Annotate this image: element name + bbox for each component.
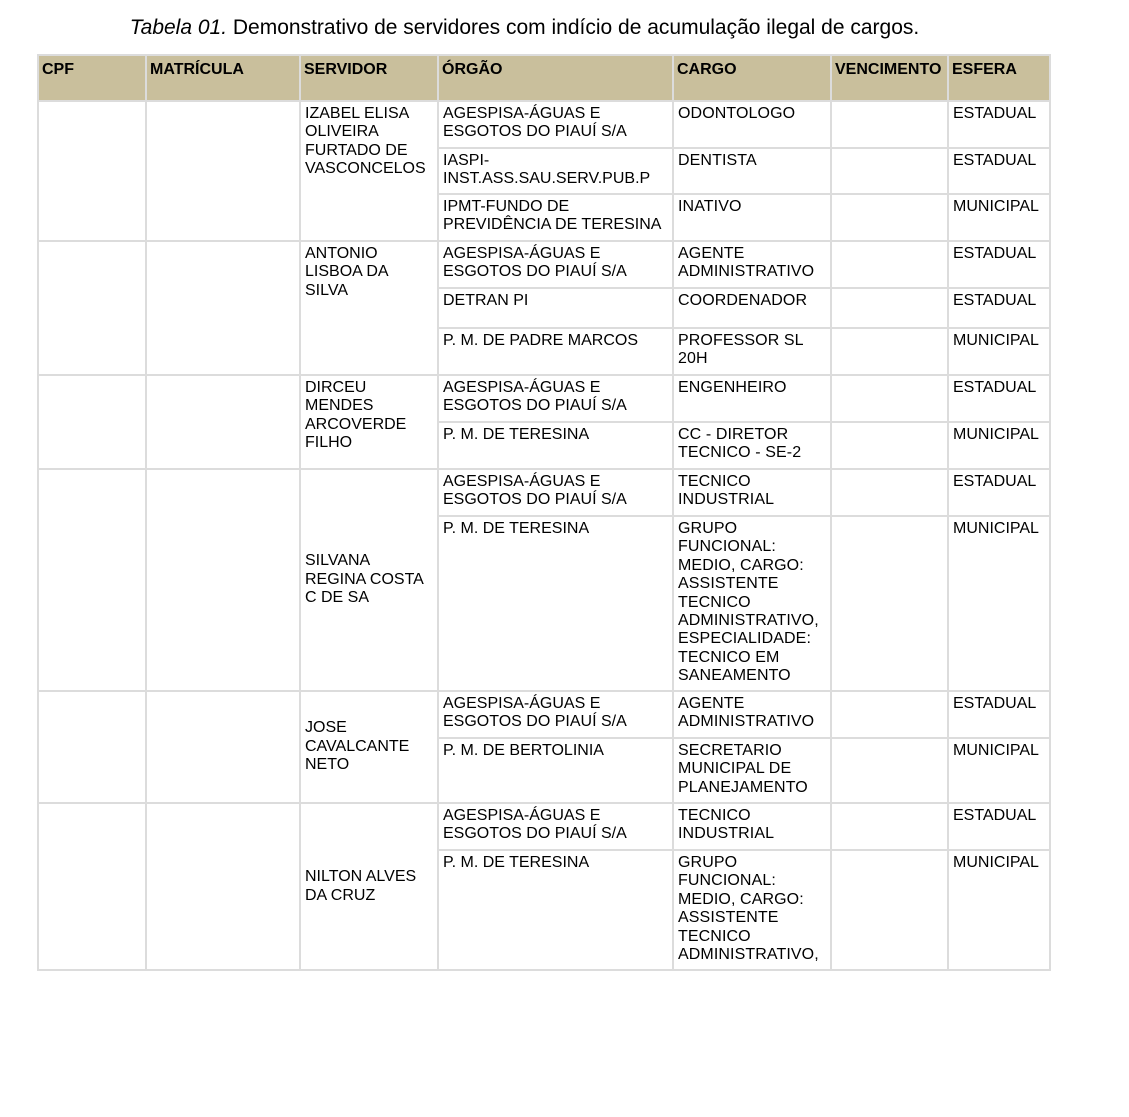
cargo-cell: GRUPO FUNCIONAL: MEDIO, CARGO: ASSISTENTE TECNICO ADMINISTRATIVO, xyxy=(673,850,831,970)
table-caption xyxy=(0,14,1049,42)
cargo-cell: DENTISTA xyxy=(673,148,831,194)
esfera-cell: ESTADUAL xyxy=(948,375,1050,422)
table-caption-label: Tabela 01. xyxy=(129,16,228,39)
orgao-cell: AGESPISA-ÁGUAS E ESGOTOS DO PIAUÍ S/A xyxy=(438,101,673,148)
cargo-cell: TECNICO INDUSTRIAL xyxy=(673,469,831,516)
cargo-cell: AGENTE ADMINISTRATIVO xyxy=(673,691,831,738)
cpf-cell xyxy=(38,241,146,375)
header-esfera: ESFERA xyxy=(948,55,1050,101)
orgao-cell: P. M. DE PADRE MARCOS xyxy=(438,328,673,375)
vencimento-cell xyxy=(831,803,948,850)
header-orgao: ÓRGÃO xyxy=(438,55,673,101)
vencimento-cell xyxy=(831,375,948,422)
esfera-cell: ESTADUAL xyxy=(948,101,1050,148)
vencimento-cell xyxy=(831,850,948,970)
table-row xyxy=(38,691,1050,738)
cargo-cell: CC - DIRETOR TECNICO - SE-2 xyxy=(673,422,831,469)
orgao-cell: IASPI-INST.ASS.SAU.SERV.PUB.P xyxy=(438,148,673,194)
esfera-cell: MUNICIPAL xyxy=(948,516,1050,691)
orgao-cell: IPMT-FUNDO DE PREVIDÊNCIA DE TERESINA xyxy=(438,194,673,241)
header-matricula: MATRÍCULA xyxy=(146,55,300,101)
header-vencimento: VENCIMENTO xyxy=(831,55,948,101)
orgao-cell: AGESPISA-ÁGUAS E ESGOTOS DO PIAUÍ S/A xyxy=(438,375,673,422)
esfera-cell: MUNICIPAL xyxy=(948,738,1050,803)
orgao-cell: P. M. DE BERTOLINIA xyxy=(438,738,673,803)
vencimento-cell xyxy=(831,288,948,328)
table-row xyxy=(38,241,1050,288)
cpf-cell xyxy=(38,375,146,469)
esfera-cell: MUNICIPAL xyxy=(948,850,1050,970)
servidor-cell: IZABEL ELISA OLIVEIRA FURTADO DE VASCONCELOS xyxy=(300,101,438,241)
cargo-cell: SECRETARIO MUNICIPAL DE PLANEJAMENTO xyxy=(673,738,831,803)
orgao-cell: AGESPISA-ÁGUAS E ESGOTOS DO PIAUÍ S/A xyxy=(438,469,673,516)
servidor-cell: ANTONIO LISBOA DA SILVA xyxy=(300,241,438,375)
vencimento-cell xyxy=(831,241,948,288)
esfera-cell: ESTADUAL xyxy=(948,288,1050,328)
esfera-cell: ESTADUAL xyxy=(948,148,1050,194)
cpf-cell xyxy=(38,469,146,691)
esfera-cell: ESTADUAL xyxy=(948,241,1050,288)
vencimento-cell xyxy=(831,469,948,516)
cargo-cell: ODONTOLOGO xyxy=(673,101,831,148)
header-cargo: CARGO xyxy=(673,55,831,101)
matricula-cell xyxy=(146,375,300,469)
table-row xyxy=(38,469,1050,516)
vencimento-cell xyxy=(831,738,948,803)
orgao-cell: AGESPISA-ÁGUAS E ESGOTOS DO PIAUÍ S/A xyxy=(438,241,673,288)
cargo-cell: PROFESSOR SL 20H xyxy=(673,328,831,375)
esfera-cell: ESTADUAL xyxy=(948,803,1050,850)
cargo-cell: GRUPO FUNCIONAL: MEDIO, CARGO: ASSISTENTE TECNICO ADMINISTRATIVO, ESPECIALIDADE: TECNICO EM SANEAMENTO xyxy=(673,516,831,691)
vencimento-cell xyxy=(831,328,948,375)
cpf-cell xyxy=(38,691,146,803)
cpf-cell xyxy=(38,803,146,970)
orgao-cell: AGESPISA-ÁGUAS E ESGOTOS DO PIAUÍ S/A xyxy=(438,803,673,850)
matricula-cell xyxy=(146,469,300,691)
vencimento-cell xyxy=(831,194,948,241)
cpf-cell xyxy=(38,101,146,241)
servidores-table xyxy=(37,54,1051,971)
table-row xyxy=(38,101,1050,148)
vencimento-cell xyxy=(831,422,948,469)
esfera-cell: MUNICIPAL xyxy=(948,328,1050,375)
cargo-cell: INATIVO xyxy=(673,194,831,241)
orgao-cell: P. M. DE TERESINA xyxy=(438,516,673,691)
vencimento-cell xyxy=(831,101,948,148)
cargo-cell: AGENTE ADMINISTRATIVO xyxy=(673,241,831,288)
matricula-cell xyxy=(146,101,300,241)
orgao-cell: AGESPISA-ÁGUAS E ESGOTOS DO PIAUÍ S/A xyxy=(438,691,673,738)
esfera-cell: MUNICIPAL xyxy=(948,194,1050,241)
header-servidor: SERVIDOR xyxy=(300,55,438,101)
esfera-cell: ESTADUAL xyxy=(948,691,1050,738)
header-cpf: CPF xyxy=(38,55,146,101)
servidor-cell: JOSE CAVALCANTE NETO xyxy=(300,691,438,803)
esfera-cell: ESTADUAL xyxy=(948,469,1050,516)
matricula-cell xyxy=(146,691,300,803)
vencimento-cell xyxy=(831,516,948,691)
matricula-cell xyxy=(146,803,300,970)
servidor-cell: SILVANA REGINA COSTA C DE SA xyxy=(300,469,438,691)
orgao-cell: DETRAN PI xyxy=(438,288,673,328)
table-header-row xyxy=(38,55,1050,101)
table-row xyxy=(38,803,1050,850)
cargo-cell: COORDENADOR xyxy=(673,288,831,328)
cargo-cell: ENGENHEIRO xyxy=(673,375,831,422)
servidor-cell: NILTON ALVES DA CRUZ xyxy=(300,803,438,970)
servidor-cell: DIRCEU MENDES ARCOVERDE FILHO xyxy=(300,375,438,469)
vencimento-cell xyxy=(831,148,948,194)
matricula-cell xyxy=(146,241,300,375)
orgao-cell: P. M. DE TERESINA xyxy=(438,850,673,970)
vencimento-cell xyxy=(831,691,948,738)
esfera-cell: MUNICIPAL xyxy=(948,422,1050,469)
table-row xyxy=(38,375,1050,422)
table-caption-text: Demonstrativo de servidores com indício de acumulação ilegal de cargos. xyxy=(232,16,920,39)
cargo-cell: TECNICO INDUSTRIAL xyxy=(673,803,831,850)
orgao-cell: P. M. DE TERESINA xyxy=(438,422,673,469)
